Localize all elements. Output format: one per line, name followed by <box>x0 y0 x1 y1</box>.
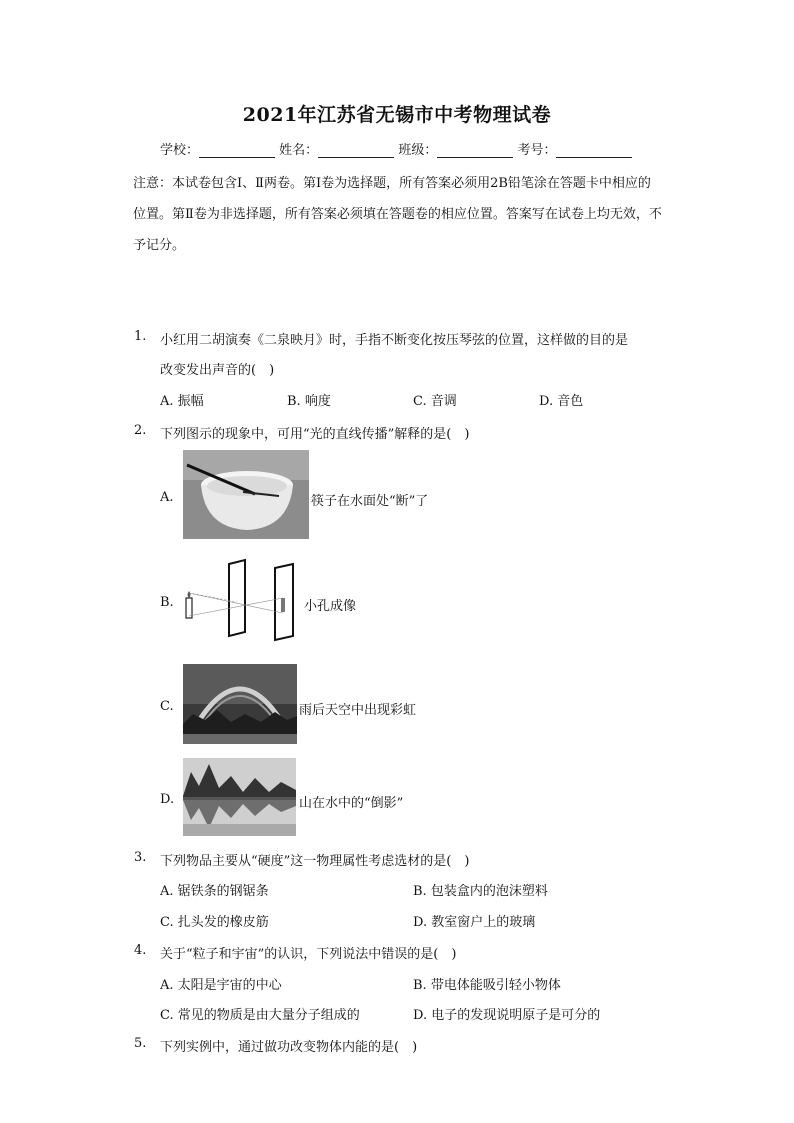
question-text: 下列图示的现象中，可用“光的直线传播”解释的是( ) <box>160 427 470 442</box>
question-number: 5. <box>134 1036 147 1051</box>
question-number: 4. <box>134 943 147 958</box>
class-label: 班级： <box>398 143 438 158</box>
option-c[interactable]: C. 音调 <box>413 394 457 409</box>
option-c[interactable]: C. 扎头发的橡皮筋 <box>160 915 269 930</box>
question-text: 下列实例中，通过做功改变物体内能的是( ) <box>160 1040 418 1055</box>
question-text: 改变发出声音的( ) <box>160 363 275 378</box>
option-a[interactable]: A. 太阳是宇宙的中心 <box>160 978 282 993</box>
page-title: 2021年江苏省无锡市中考物理试卷 <box>242 104 552 126</box>
option-d[interactable]: D. 音色 <box>539 394 584 409</box>
option-b-label[interactable]: B. <box>160 595 174 610</box>
option-b[interactable]: B. 包装盒内的泡沫塑料 <box>413 884 548 899</box>
option-c[interactable]: C. 常见的物质是由大量分子组成的 <box>160 1008 360 1023</box>
question-number: 3. <box>134 850 147 865</box>
question-text: 下列物品主要从“硬度”这一物理属性考虑选材的是( ) <box>160 854 470 869</box>
option-a-caption: 筷子在水面处“断”了 <box>311 494 429 509</box>
pinhole-imaging-image <box>183 558 303 642</box>
chopstick-bowl-image <box>183 450 309 539</box>
option-a-label[interactable]: A. <box>160 490 174 505</box>
option-c-label[interactable]: C. <box>160 699 174 714</box>
student-info-row <box>160 139 632 158</box>
option-d[interactable]: D. 电子的发现说明原子是可分的 <box>413 1008 601 1023</box>
option-d[interactable]: D. 教室窗户上的玻璃 <box>413 915 536 930</box>
school-label: 学校： <box>160 143 200 158</box>
mountain-reflection-image <box>183 758 296 836</box>
option-d-label[interactable]: D. <box>160 792 175 807</box>
exam-note: 注意：本试卷包含Ⅰ、Ⅱ两卷。第Ⅰ卷为选择题，所有答案必须用2B铅笔涂在答题卡中相应的位置。第Ⅱ卷为非选择题，所有答案必须填在答题卷的相应位置。答案写在试卷上均无效，不予记分。 <box>133 176 662 253</box>
option-a[interactable]: A. 振幅 <box>160 394 204 409</box>
exam-number-blank[interactable] <box>556 143 632 158</box>
class-blank[interactable] <box>437 143 513 158</box>
exam-number-label: 考号： <box>517 143 557 158</box>
name-blank[interactable] <box>318 143 394 158</box>
option-a[interactable]: A. 锯铁条的钢锯条 <box>160 884 269 899</box>
option-c-caption: 雨后天空中出现彩虹 <box>299 703 417 718</box>
option-b[interactable]: B. 响度 <box>287 394 331 409</box>
option-b[interactable]: B. 带电体能吸引轻小物体 <box>413 978 561 993</box>
option-b-caption: 小孔成像 <box>304 599 357 614</box>
question-number: 2. <box>134 423 147 438</box>
option-d-caption: 山在水中的“倒影” <box>299 796 404 811</box>
rainbow-image <box>183 664 297 744</box>
name-label: 姓名： <box>279 143 319 158</box>
school-blank[interactable] <box>199 143 275 158</box>
question-text: 小红用二胡演奏《二泉映月》时，手指不断变化按压琴弦的位置，这样做的目的是 <box>160 333 629 348</box>
question-text: 关于“粒子和宇宙”的认识，下列说法中错误的是( ) <box>160 947 457 962</box>
question-number: 1. <box>134 329 147 344</box>
